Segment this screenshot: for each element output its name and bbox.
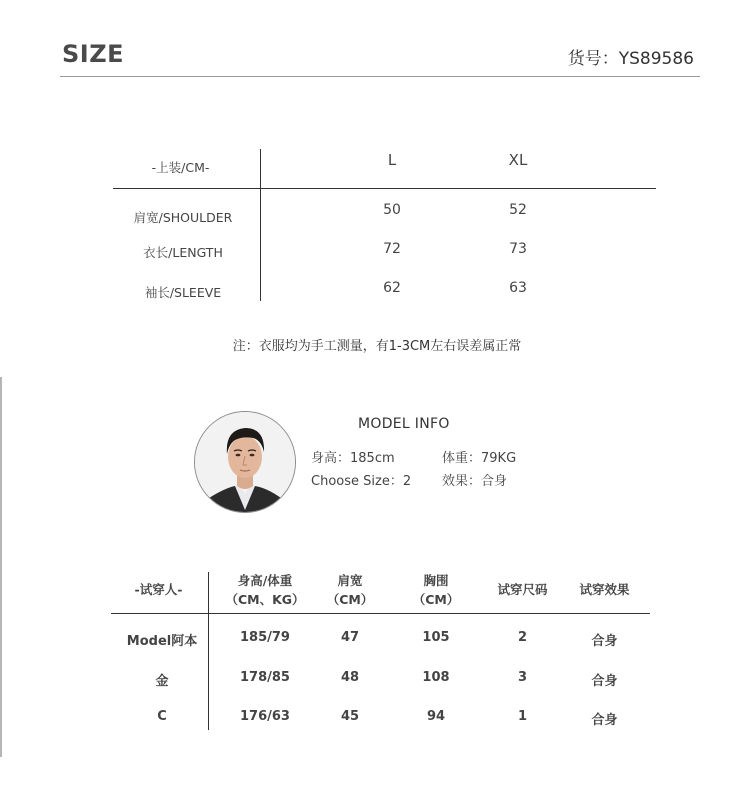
fit-cell: 178/85 <box>240 670 290 685</box>
fit-table-horizontal-divider <box>111 613 650 614</box>
model-weight: 体重：79KG <box>442 451 517 466</box>
fit-cell: 合身 <box>591 674 618 689</box>
fit-cell-tester: Model阿本 <box>126 634 198 649</box>
fit-cell: 94 <box>426 709 446 724</box>
fit-cell: 47 <box>340 630 360 645</box>
fit-header-line: 胸围 <box>423 573 449 588</box>
size-table-vertical-divider <box>260 149 261 301</box>
size-row-label: 袖长/SLEEVE <box>144 285 222 300</box>
fit-header-tester <box>111 580 206 599</box>
size-table-corner-label: -上装/CM- <box>151 160 210 175</box>
left-edge-bar <box>0 377 2 757</box>
fit-header-line: 试穿尺码 <box>497 582 548 597</box>
fit-cell: 185/79 <box>240 630 290 645</box>
size-column-l: L <box>387 151 397 169</box>
fit-header-size <box>480 580 565 599</box>
fit-header-height-weight <box>215 571 315 609</box>
fit-header-chest <box>396 571 476 609</box>
model-fit-effect: 效果：合身 <box>442 474 508 489</box>
size-cell: 52 <box>509 202 527 218</box>
fit-header-shoulder <box>310 571 390 609</box>
size-cell: 50 <box>383 202 401 218</box>
model-portrait-icon <box>195 412 295 512</box>
fit-cell: 1 <box>517 709 528 724</box>
size-column-xl: XL <box>508 151 528 169</box>
fit-header-effect <box>562 580 647 599</box>
fit-header-line: （CM） <box>326 592 374 607</box>
fit-cell-tester: C <box>157 709 167 724</box>
fit-header-line: 肩宽 <box>337 573 363 588</box>
size-row-label: 肩宽/SHOULDER <box>133 210 233 225</box>
size-row-label: 衣长/LENGTH <box>143 245 223 260</box>
fit-cell: 48 <box>340 670 360 685</box>
model-choose-size: Choose Size：2 <box>311 474 412 489</box>
fit-header-line: 身高/体重 <box>237 573 293 588</box>
fit-header-line: 试穿效果 <box>579 582 630 597</box>
fit-cell: 合身 <box>591 713 618 728</box>
size-cell: 72 <box>383 241 401 257</box>
fit-cell: 176/63 <box>240 709 290 724</box>
item-number: 货号：YS89586 <box>567 49 694 69</box>
fit-cell: 2 <box>517 630 528 645</box>
size-cell: 62 <box>383 280 401 296</box>
model-info-title: MODEL INFO <box>358 416 450 432</box>
fit-header-line: -试穿人- <box>134 582 183 597</box>
fit-table-vertical-divider <box>208 572 209 730</box>
size-cell: 63 <box>509 280 527 296</box>
fit-cell-tester: 金 <box>155 674 169 689</box>
model-height: 身高：185cm <box>311 451 395 466</box>
fit-cell: 105 <box>422 630 450 645</box>
header-divider <box>60 76 700 77</box>
fit-cell: 108 <box>422 670 450 685</box>
measurement-note: 注：衣服均为手工测量，有1-3CM左右误差属正常 <box>232 339 522 354</box>
size-table-horizontal-divider <box>113 188 656 189</box>
model-avatar <box>194 411 296 513</box>
fit-cell: 合身 <box>591 634 618 649</box>
fit-header-line: （CM） <box>412 592 460 607</box>
fit-header-line: （CM、KG） <box>225 592 305 607</box>
page-title: SIZE <box>62 40 125 68</box>
fit-cell: 45 <box>340 709 360 724</box>
fit-cell: 3 <box>517 670 528 685</box>
size-cell: 73 <box>509 241 527 257</box>
